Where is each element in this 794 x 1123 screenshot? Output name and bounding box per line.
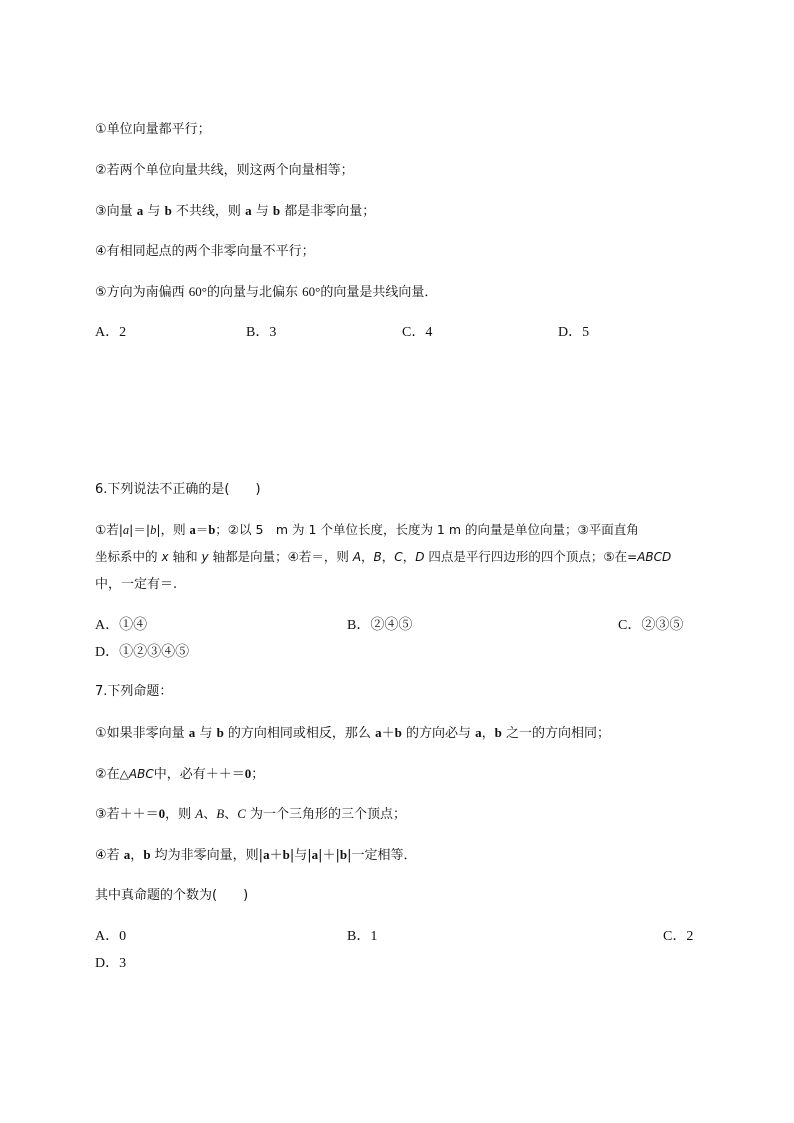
q7-item-3: ③若＋＋＝0，则 A、B、C 为一个三角形的三个顶点； xyxy=(95,806,407,822)
q6-line-1: ①若|a|＝|b|，则 a＝b；②以 5 m 为 1 个单位长度，长度为 1 m 的向量是单位向量；③平面直角 xyxy=(95,522,639,537)
q5-item-1: ①单位向量都平行； xyxy=(95,122,211,137)
q7-option-b[interactable]: B．1 xyxy=(347,929,378,944)
q7-option-a[interactable]: A．0 xyxy=(95,929,127,944)
q7-option-d[interactable]: D．3 xyxy=(95,956,127,971)
q7-stem: 7.下列命题： xyxy=(95,684,173,699)
q6-option-d[interactable]: D．①②③④⑤ xyxy=(95,645,190,660)
q5-item-5: ⑤方向为南偏西 60°的向量与北偏东 60°的向量是共线向量． xyxy=(95,284,438,300)
q6-option-c[interactable]: C．②③⑤ xyxy=(618,618,684,633)
q7-item-1: ①如果非零向量 a 与 b 的方向相同或相反，那么 a＋b 的方向必与 a，b 之一的方向相同； xyxy=(95,725,610,741)
q5-option-a[interactable]: A．2 xyxy=(95,325,127,340)
q6-stem: 6.下列说法不正确的是( ) xyxy=(95,482,261,497)
q7-question: 其中真命题的个数为( ) xyxy=(95,888,249,903)
q5-item-4: ④有相同起点的两个非零向量不平行； xyxy=(95,244,315,259)
q6-option-b[interactable]: B．②④⑤ xyxy=(347,618,413,633)
q5-item-2: ②若两个单位向量共线，则这两个向量相等； xyxy=(95,163,354,178)
q6-line-2: 坐标系中的 x 轴和 y 轴都是向量；④若＝，则 A，B，C，D 四点是平行四边形的四个顶点；⑤在=ABCD xyxy=(95,549,672,564)
q5-option-d[interactable]: D．5 xyxy=(558,325,590,340)
q5-item-3: ③向量 a 与 b 不共线，则 a 与 b 都是非零向量； xyxy=(95,203,376,219)
q5-option-b[interactable]: B．3 xyxy=(246,325,277,340)
q6-option-a[interactable]: A．①④ xyxy=(95,618,148,633)
q7-option-c[interactable]: C．2 xyxy=(663,929,694,944)
q6-line-3: 中，一定有＝. xyxy=(95,577,178,592)
q5-option-c[interactable]: C．4 xyxy=(402,325,433,340)
q7-item-2: ②在△ABC中，必有＋＋＝0； xyxy=(95,766,265,782)
q7-item-4: ④若 a，b 均为非零向量，则|a＋b|与|a|＋|b|一定相等． xyxy=(95,847,417,863)
